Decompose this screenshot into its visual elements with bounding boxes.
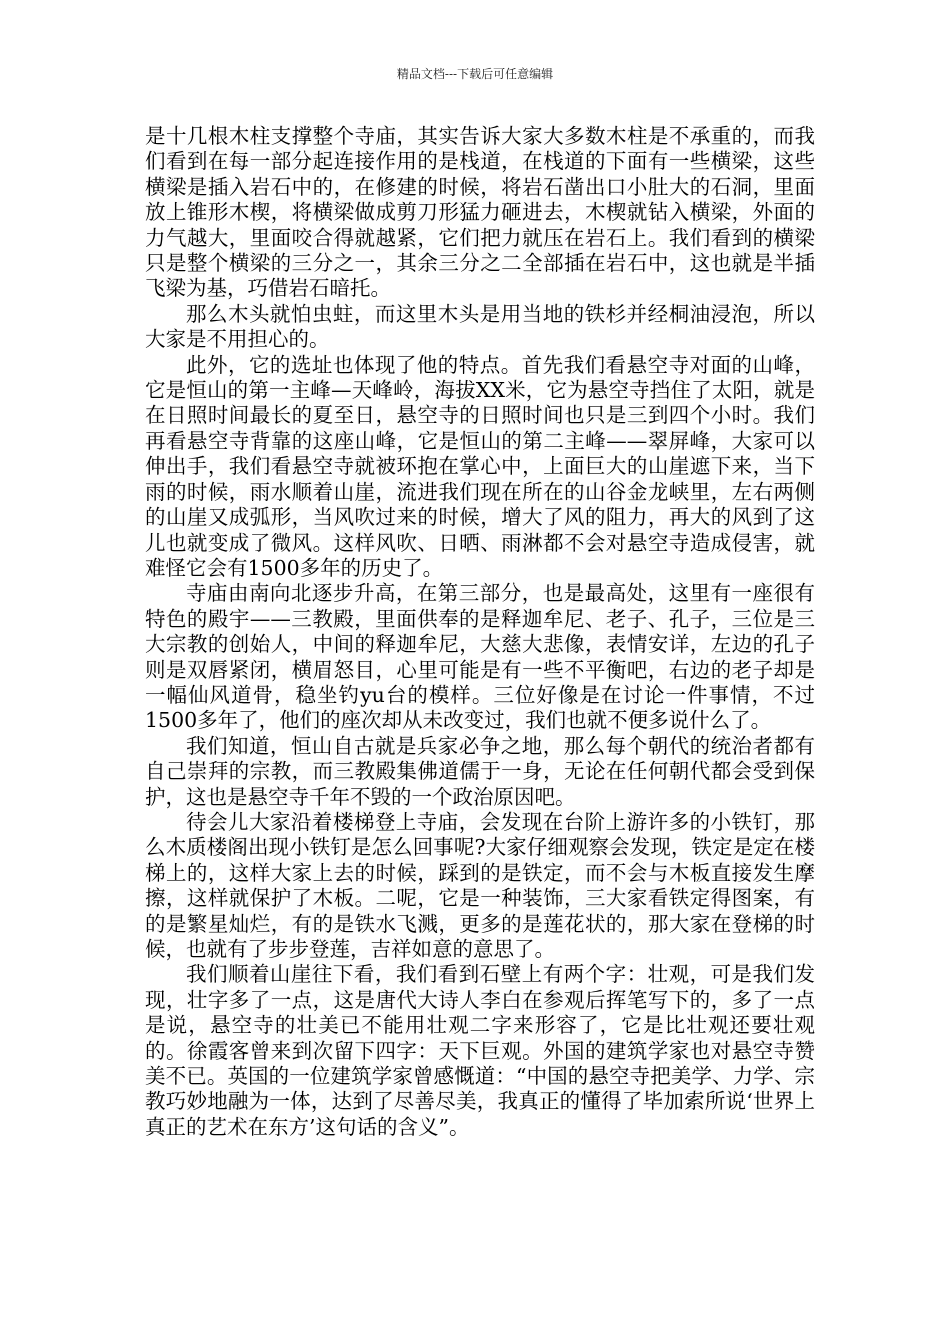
document-body xyxy=(145,124,815,1140)
paragraph: 我们知道，恒山自古就是兵家必争之地，那么每个朝代的统治者都有自己崇拜的宗教，而三教殿集佛道儒于一身，无论在任何朝代都会受到保护，这也是悬空寺千年不毁的一个政治原因吧。 xyxy=(145,733,815,809)
paragraph: 我们顺着山崖往下看，我们看到石壁上有两个字：壮观，可是我们发现，壮字多了一点，这是唐代大诗人李白在参观后挥笔写下的，多了一点是说，悬空寺的壮美已不能用壮观二字来形容了，它是比壮观还要壮观的。徐霞客曾来到次留下四字：天下巨观。外国的建筑学家也对悬空寺赞美不已。英国的一位建筑学家曾感慨道：“中国的悬空寺把美学、力学、宗教巧妙地融为一体，达到了尽善尽美，我真正的懂得了毕加索所说‘世界上真正的艺术在东方’这句话的含义”。 xyxy=(145,962,815,1139)
paragraph: 待会儿大家沿着楼梯登上寺庙，会发现在台阶上游许多的小铁钉，那么木质楼阁出现小铁钉是怎么回事呢?大家仔细观察会发现，铁定是定在楼梯上的，这样大家上去的时候，踩到的是铁定，而不会与木板直接发生摩擦，这样就保护了木板。二呢，它是一种装饰，三大家看铁定得图案，有的是繁星灿烂，有的是铁水飞溅，更多的是莲花状的，那大家在登梯的时候，也就有了步步登莲，吉祥如意的意思了。 xyxy=(145,809,815,961)
paragraph: 寺庙由南向北逐步升高，在第三部分，也是最高处，这里有一座很有特色的殿宇——三教殿，里面供奉的是释迦牟尼、老子、孔子，三位是三大宗教的创始人，中间的释迦牟尼，大慈大悲像，表情安详，左边的孔子则是双唇紧闭，横眉怒目，心里可能是有一些不平衡吧，右边的老子却是一幅仙风道骨，稳坐钓yu台的模样。三位好像是在讨论一件事情，不过1500多年了，他们的座次却从未改变过，我们也就不便多说什么了。 xyxy=(145,581,815,733)
paragraph: 此外，它的选址也体现了他的特点。首先我们看悬空寺对面的山峰，它是恒山的第一主峰—天峰岭，海拔XX米，它为悬空寺挡住了太阳，就是在日照时间最长的夏至日，悬空寺的日照时间也只是三到四个小时。我们再看悬空寺背靠的这座山峰，它是恒山的第二主峰——翠屏峰，大家可以伸出手，我们看悬空寺就被环抱在掌心中，上面巨大的山崖遮下来，当下雨的时候，雨水顺着山崖，流进我们现在所在的山谷金龙峡里，左右两侧的山崖又成弧形，当风吹过来的时候，增大了风的阻力，再大的风到了这儿也就变成了微风。这样风吹、日晒、雨淋都不会对悬空寺造成侵害，就难怪它会有1500多年的历史了。 xyxy=(145,352,815,580)
paragraph: 是十几根木柱支撑整个寺庙，其实告诉大家大多数木柱是不承重的，而我们看到在每一部分起连接作用的是栈道，在栈道的下面有一些横梁，这些横梁是插入岩石中的，在修建的时候，将岩石凿出口小肚大的石洞，里面放上锥形木楔，将横梁做成剪刀形猛力砸进去，木楔就钻入横梁，外面的力气越大，里面咬合得就越紧，它们把力就压在岩石上。我们看到的横梁只是整个横梁的三分之一，其余三分之二全部插在岩石中，这也就是半插飞梁为基，巧借岩石暗托。 xyxy=(145,124,815,301)
page-header: 精品文档---下载后可任意编辑 xyxy=(396,67,554,81)
paragraph: 那么木头就怕虫蛀，而这里木头是用当地的铁杉并经桐油浸泡，所以大家是不用担心的。 xyxy=(145,301,815,352)
